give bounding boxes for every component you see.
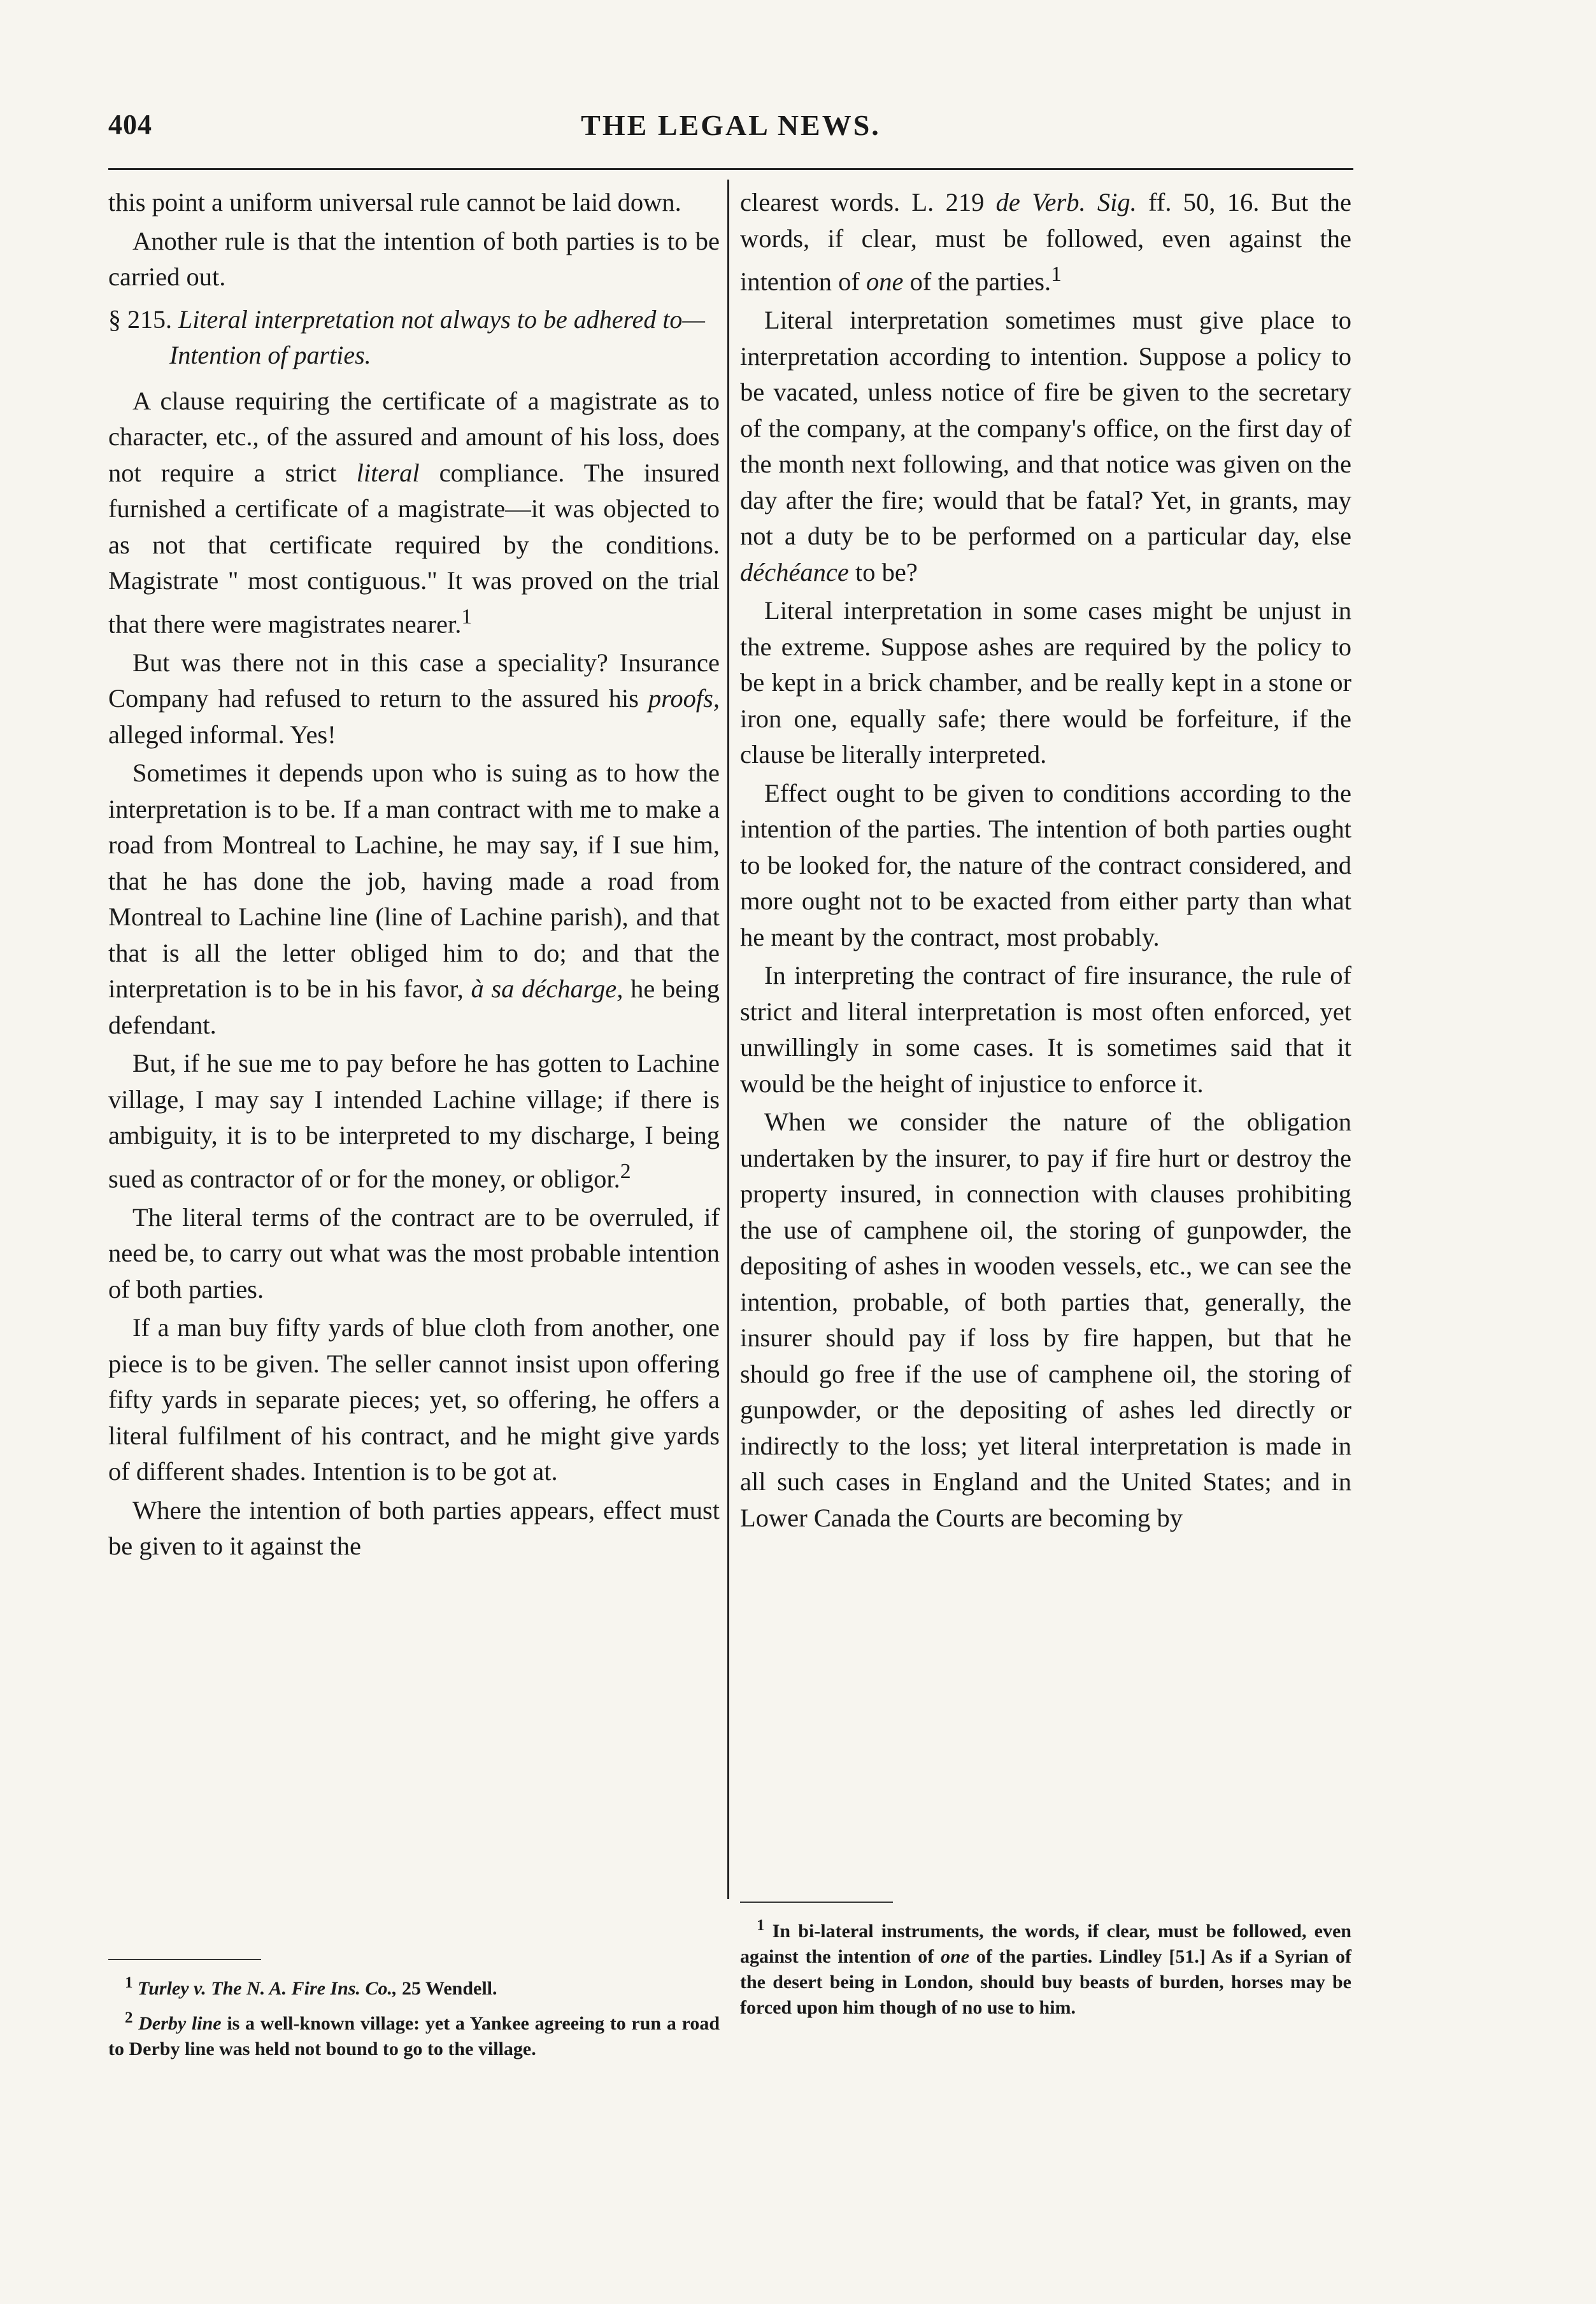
- text-run: is a well-known village: yet a Yankee agreeing to run a road to Derby line was held not bound to go to the village.: [108, 2013, 720, 2059]
- paragraph: Literal interpretation in some cases might be unjust in the extreme. Suppose ashes are required by the policy to be kept in a brick chamber, and be really kept in a stone or iron one, equally safe; there would be forfeiture, if the clause be literally interpreted.: [740, 596, 1351, 769]
- footnote-marker: 1: [125, 1974, 133, 1991]
- emphasis: one: [866, 267, 904, 296]
- section-number: § 215.: [108, 304, 172, 334]
- text-run: of the parties.: [903, 267, 1051, 296]
- left-column: [108, 185, 720, 1565]
- section-heading: [108, 302, 720, 373]
- text-run: to be?: [848, 557, 918, 587]
- footnote-ref: 1: [1051, 262, 1062, 286]
- footnote-marker: 2: [125, 2009, 133, 2026]
- emphasis: literal: [356, 458, 420, 487]
- paragraph: If a man buy fifty yards of blue cloth from another, one piece is to be given. The seller cannot insist upon offering fifty yards in separate pieces; yet, so offering, he offers a literal fulfilment of his contract, and he might give yards of different shades. Intention is to be got at.: [108, 1313, 720, 1486]
- emphasis: proofs,: [648, 684, 720, 713]
- text-run: ff. 50, 16. But the words, if clear, must be followed, even against the intention of: [740, 188, 1351, 296]
- paragraph: [108, 1046, 720, 1197]
- paragraph: [108, 645, 720, 753]
- text-run: But was there not in this case a speciality? Insurance Company had refused to return to the assured his: [108, 648, 720, 713]
- text-run: Literal interpretation sometimes must give place to interpretation according to intention. Suppose a policy to be vacated, unless notice of fire be given to the secretary of the company, at the company's office, on the first day of the month next following, and that notice was given on the day after the fire; would that be fatal? Yet, in grants, may not a duty be to be performed on a particular day, else: [740, 306, 1351, 550]
- emphasis: déchéance: [740, 557, 849, 587]
- emphasis: one: [941, 1946, 970, 1967]
- left-footnotes: [108, 1942, 720, 2062]
- paragraph: [740, 302, 1351, 590]
- text-run: alleged informal. Yes!: [108, 720, 336, 749]
- emphasis: à sa décharge,: [471, 974, 623, 1003]
- footnote: [108, 2005, 720, 2062]
- text-run: But, if he sue me to pay before he has gotten to Lachine village, I may say I intended Lachine village; if there is ambiguity, it is to be interpreted to my discharge, I being sued as contractor of or for the money, or obligor.: [108, 1049, 720, 1193]
- text-run: In bi-lateral instruments, the words, if clear, must be followed, even against the intention of: [740, 1921, 1351, 1967]
- paragraph: The literal terms of the contract are to be overruled, if need be, to carry out what was the most probable intention of both parties.: [108, 1202, 720, 1304]
- header-rule: [108, 168, 1353, 170]
- column-divider: [727, 180, 729, 1899]
- text-run: 25 Wendell.: [397, 1978, 497, 1999]
- emphasis: Derby line: [138, 2013, 222, 2034]
- paragraph: Where the intention of both parties appears, effect must be given to it against the: [108, 1495, 720, 1560]
- footnote-ref: 2: [620, 1159, 631, 1183]
- paragraph: In interpreting the contract of fire insurance, the rule of strict and literal interpretation is most often enforced, yet unwillingly in some cases. It is sometimes said that it would be the height of injustice to enforce it.: [740, 961, 1351, 1098]
- text-run: he being defendant.: [108, 974, 720, 1039]
- section-title: Literal interpretation not always to be adhered to—Intention of parties.: [169, 304, 705, 369]
- footnote-ref: 1: [461, 604, 473, 629]
- text-run: compliance. The insured furnished a certificate of a magistrate—it was objected to as not that certificate required by the conditions. Magistrate " most contiguous." It was proved on the trial that there were magistrates nearer.: [108, 458, 720, 638]
- paragraph: [740, 185, 1351, 300]
- page-number: 404: [108, 109, 152, 140]
- paragraph: Another rule is that the intention of both parties is to be carried out.: [108, 226, 720, 291]
- paragraph: [108, 755, 720, 1043]
- text-run: of the parties. Lindley [51.] As if a Syrian of the desert being in London, should buy beasts of burden, horses may be forced upon him though of no use to him.: [740, 1946, 1351, 2018]
- footnote: [740, 1913, 1351, 2021]
- right-footnotes: [740, 1885, 1351, 2021]
- footnote-rule: [108, 1959, 261, 1960]
- paragraph: [108, 383, 720, 643]
- footnote: [108, 1970, 720, 2002]
- text-run: A clause requiring the certificate of a magistrate as to character, etc., of the assured and amount of his loss, does not require a strict: [108, 386, 720, 487]
- text-run: clearest words. L. 219: [740, 188, 996, 217]
- running-head: [108, 108, 1353, 159]
- paragraph: Effect ought to be given to conditions according to the intention of the parties. The intention of both parties ought to be looked for, the nature of the contract considered, and more ought not to be exacted from either party than what he meant by the contract, most probably.: [740, 778, 1351, 951]
- emphasis: Turley v. The N. A. Fire Ins. Co.,: [138, 1978, 397, 1999]
- journal-title: THE LEGAL NEWS.: [581, 109, 881, 141]
- footnote-rule: [740, 1902, 893, 1903]
- footnote-marker: 1: [757, 1917, 765, 1934]
- right-column: [740, 185, 1351, 1536]
- paragraph: When we consider the nature of the obligation undertaken by the insurer, to pay if fire hurt or destroy the property insured, in connection with clauses prohibiting the use of camphene oil, the storing of gunpowder, the depositing of ashes in wooden vessels, etc., we can see the intention, probable, of both parties that, generally, the insurer should pay if loss by fire happen, but that he should go free if the use of camphene oil, the storing of gunpowder, or the depositing of ashes led directly or indirectly to the loss; yet literal interpretation is made in all such cases in England and the United States; and in Lower Canada the Courts are becoming by: [740, 1107, 1351, 1532]
- paragraph: this point a uniform universal rule cannot be laid down.: [108, 188, 681, 217]
- text-run: Sometimes it depends upon who is suing as to how the interpretation is to be. If a man contract with me to make a road from Montreal to Lachine, he may say, if I sue him, that he has done the job, having made a road from Montreal to Lachine line (line of Lachine parish), and that that is all the letter obliged him to do; and that the interpretation is to be in his favor,: [108, 758, 720, 1003]
- emphasis: de Verb. Sig.: [995, 188, 1137, 217]
